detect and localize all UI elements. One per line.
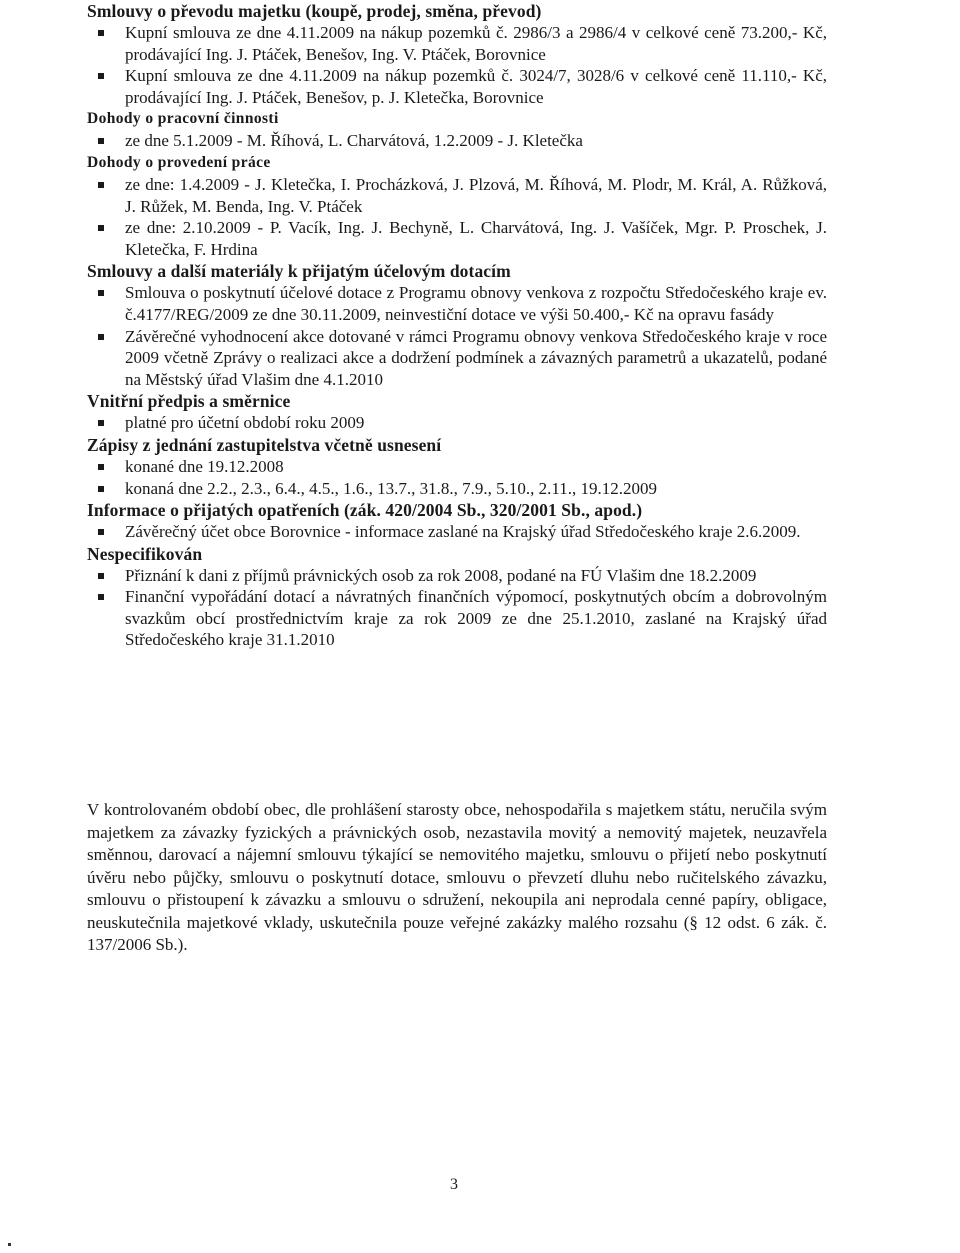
- square-bullet-icon: [98, 573, 104, 579]
- section: [87, 543, 827, 651]
- square-bullet-icon: [98, 182, 104, 188]
- square-bullet-icon: [98, 464, 104, 470]
- section: [87, 152, 827, 260]
- section-heading: Vnitřní předpis a směrnice: [87, 391, 291, 412]
- bullet-list: [87, 282, 827, 390]
- list-item-text: konané dne 19.12.2008: [125, 456, 284, 476]
- list-item: [87, 282, 827, 325]
- list-item: [87, 412, 827, 434]
- square-bullet-icon: [98, 420, 104, 426]
- section: [87, 260, 827, 390]
- list-item-text: ze dne 5.1.2009 - M. Říhová, L. Charvátová, 1.2.2009 - J. Kletečka: [125, 131, 583, 151]
- square-bullet-icon: [98, 529, 104, 535]
- list-item-text: konaná dne 2.2., 2.3., 6.4., 4.5., 1.6., 13.7., 31.8., 7.9., 5.10., 2.11., 19.12.2009: [125, 478, 658, 498]
- section: [87, 390, 827, 434]
- list-item: [87, 586, 827, 651]
- list-item-text: platné pro účetní období roku 2009: [125, 413, 365, 433]
- list-item: [87, 326, 827, 391]
- section: [87, 108, 827, 152]
- list-item-text: Závěrečné vyhodnocení akce dotované v rámci Programu obnovy venkova Středočeského kraje v roce 2009 včetně Zprávy o realizaci akce a dodržení podmínek a závazných parametrů a ukazatelů, podané na Městský úřad Vlašim dne 4.1.2010: [125, 326, 827, 389]
- list-item: [87, 130, 827, 152]
- square-bullet-icon: [98, 486, 104, 492]
- section: [87, 434, 827, 499]
- bullet-list: [87, 174, 827, 260]
- list-item-text: ze dne: 2.10.2009 - P. Vacík, Ing. J. Bechyně, L. Charvátová, Ing. J. Vašíček, Mgr. P. Proschek, J. Kletečka, F. Hrdina: [125, 218, 827, 259]
- square-bullet-icon: [98, 334, 104, 340]
- section-heading: Zápisy z jednání zastupitelstva včetně usnesení: [87, 434, 442, 455]
- list-item: [87, 456, 827, 478]
- section-heading: Smlouvy a další materiály k přijatým účelovým dotacím: [87, 261, 511, 282]
- bullet-list: [87, 22, 827, 108]
- list-item: [87, 174, 827, 217]
- square-bullet-icon: [98, 290, 104, 296]
- section: [87, 499, 827, 543]
- list-item-text: Kupní smlouva ze dne 4.11.2009 na nákup pozemků č. 2986/3 a 2986/4 v celkové ceně 73.200,- Kč, prodávající Ing. J. Ptáček, Benešov, Ing. V. Ptáček, Borovnice: [125, 23, 827, 64]
- list-item: [87, 22, 827, 65]
- square-bullet-icon: [98, 225, 104, 231]
- list-item-text: Kupní smlouva ze dne 4.11.2009 na nákup pozemků č. 3024/7, 3028/6 v celkové ceně 11.110,- Kč, prodávající Ing. J. Ptáček, Benešov, p. J. Kletečka, Borovnice: [125, 66, 827, 107]
- list-item: [87, 217, 827, 260]
- section-heading: Smlouvy o převodu majetku (koupě, prodej, směna, převod): [87, 1, 542, 21]
- section: [87, 0, 827, 108]
- bullet-list: [87, 565, 827, 651]
- list-item-text: Smlouva o poskytnutí účelové dotace z Programu obnovy venkova z rozpočtu Středočeského kraje ev. č.4177/REG/2009 ze dne 30.11.2009, neinvestiční dotace ve výši 50.400,- Kč na opravu fasády: [125, 283, 827, 324]
- list-item: [87, 478, 827, 500]
- bullet-list: [87, 412, 827, 434]
- list-item-text: ze dne: 1.4.2009 - J. Kletečka, I. Procházková, J. Plzová, M. Říhová, M. Plodr, M. Král, A. Růžková, J. Růžek, M. Benda, Ing. V. Ptáček: [125, 174, 827, 216]
- square-bullet-icon: [98, 30, 104, 36]
- section-heading: Nespecifikován: [87, 543, 203, 564]
- bullet-list: [87, 456, 827, 499]
- scan-artifact-dot: [8, 1243, 11, 1246]
- bullet-list: [87, 130, 827, 152]
- section-heading: Dohody o provedení práce: [87, 153, 271, 171]
- list-item-text: Finanční vypořádání dotací a návratných finančních výpomocí, poskytnutých obcím a dobrovolným svazkům obcí prostřednictvím kraje za rok 2009 ze dne 25.1.2010, zaslané na Krajský úřad Středočeského kraje 31.1.2010: [125, 587, 827, 650]
- list-item-text: Závěrečný účet obce Borovnice - informace zaslané na Krajský úřad Středočeského kraje 2.6.2009.: [125, 522, 801, 542]
- square-bullet-icon: [98, 73, 104, 79]
- page-number: 3: [450, 1176, 458, 1193]
- list-item-text: Přiznání k dani z příjmů právnických osob za rok 2008, podané na FÚ Vlašim dne 18.2.2009: [125, 565, 757, 585]
- bullet-list: [87, 521, 827, 543]
- closing-paragraph: V kontrolovaném období obec, dle prohlášení starosty obce, nehospodařila s majetkem státu, neručila svým majetkem za závazky fyzických a právnických osob, nezastavila movitý a nemovitý majetek, neuzavřela směnnou, darovací a nájemní smlouvu týkající se nemovitého majetku, smlouvu o přijetí nebo poskytnutí úvěru nebo půjčky, smlouvu o poskytnutí dotace, smlouvu o převzetí dluhu nebo ručitelského závazku, smlouvu o přistoupení k závazku a smlouvu o sdružení, nekoupila ani neprodala cenné papíry, obligace, neuskutečnila majetkové vklady, uskutečnila pouze veřejné zakázky malého rozsahu (§ 12 odst. 6 zák. č. 137/2006 Sb.).: [87, 800, 827, 954]
- list-item: [87, 521, 827, 543]
- list-item: [87, 565, 827, 587]
- section-heading: Dohody o pracovní činnosti: [87, 110, 279, 128]
- document-body: [87, 0, 827, 651]
- list-item: [87, 65, 827, 108]
- square-bullet-icon: [98, 138, 104, 144]
- square-bullet-icon: [98, 594, 104, 600]
- section-heading: Informace o přijatých opatřeních (zák. 420/2004 Sb., 320/2001 Sb., apod.): [87, 500, 643, 521]
